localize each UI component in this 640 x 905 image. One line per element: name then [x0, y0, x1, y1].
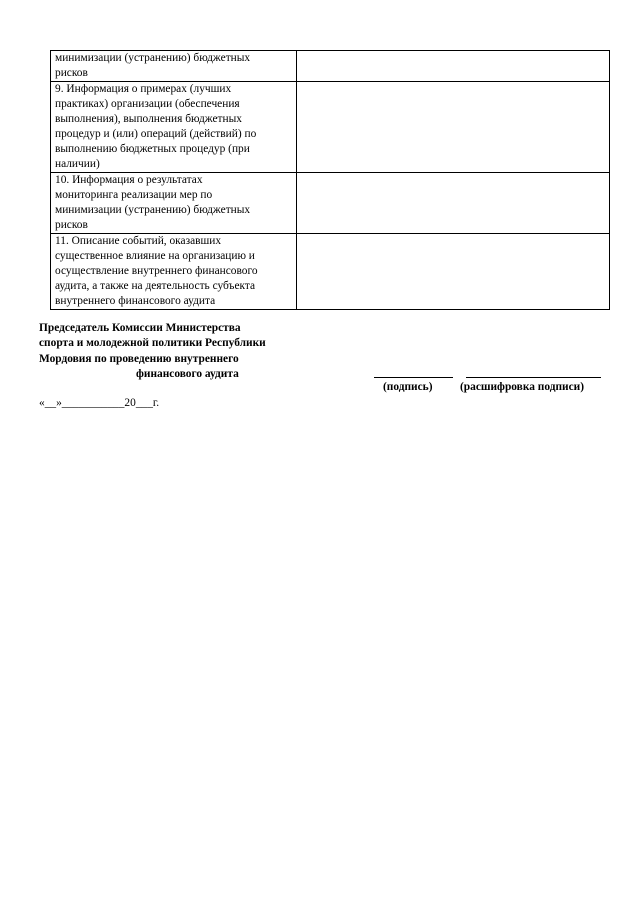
table-row [51, 82, 610, 173]
row-label-line: существенное влияние на организацию и [55, 250, 255, 262]
row-label-line: процедур и (или) операций (действий) по [55, 128, 257, 140]
row-label-line: выполнения), выполнения бюджетных [55, 113, 242, 125]
row-label-line: минимизации (устранению) бюджетных [55, 204, 251, 216]
table-row [51, 173, 610, 234]
row-label-line: наличии) [55, 158, 100, 170]
signature-caption: (подпись) [383, 381, 433, 393]
row-label-line: 11. Описание событий, оказавших [55, 235, 222, 247]
row-value-cell [297, 82, 610, 173]
row-value-cell [297, 234, 610, 310]
row-label-line: рисков [55, 67, 88, 79]
signatory-title-line: спорта и молодежной политики Республики [39, 337, 266, 350]
date-line: «__»___________20___г. [39, 397, 160, 409]
row-label-line: минимизации (устранению) бюджетных [55, 52, 251, 64]
report-table [50, 50, 610, 310]
row-value-cell [297, 173, 610, 234]
row-label-line: выполнению бюджетных процедур (при [55, 143, 250, 155]
row-label-line: внутреннего финансового аудита [55, 295, 216, 307]
table-row [51, 234, 610, 310]
signatory-title [39, 321, 266, 382]
signatory-title-line: финансового аудита [136, 367, 239, 380]
row-label-line: 10. Информация о результатах [55, 174, 203, 186]
decoding-caption: (расшифровка подписи) [460, 381, 585, 393]
signature-underline [374, 377, 453, 378]
row-label-cell [51, 51, 297, 82]
row-label-line: мониторинга реализации мер по [55, 189, 213, 201]
decoding-underline [466, 377, 601, 378]
signatory-title-line: Мордовия по проведению внутреннего [39, 352, 239, 365]
row-label-line: практиках) организации (обеспечения [55, 98, 240, 110]
row-label-line: 9. Информация о примерах (лучших [55, 83, 232, 95]
signatory-title-line: Председатель Комиссии Министерства [39, 322, 241, 334]
row-value-cell [297, 51, 610, 82]
row-label-line: аудита, а также на деятельность субъекта [55, 280, 256, 292]
row-label-line: рисков [55, 219, 88, 231]
row-label-cell [51, 82, 297, 173]
row-label-cell [51, 173, 297, 234]
row-label-line: осуществление внутреннего финансового [55, 265, 258, 277]
row-label-cell [51, 234, 297, 310]
table-row [51, 51, 610, 82]
